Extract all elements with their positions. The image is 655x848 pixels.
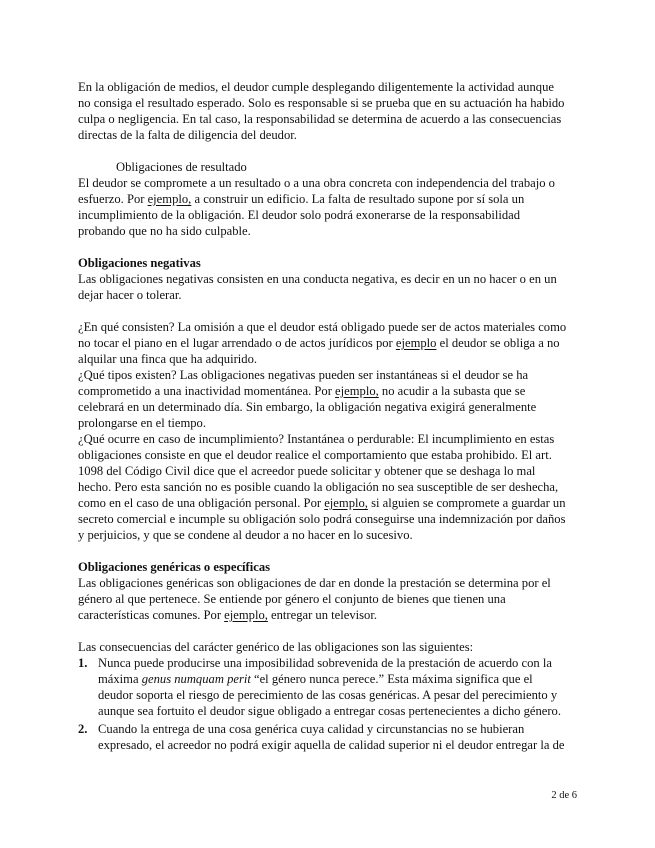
text-line: obligaciones consiste en que el deudor realice el comportamiento que estaba prohibido. El art.: [78, 448, 552, 462]
text-line: prolongarse en el tiempo.: [78, 416, 206, 430]
ejemplo-link[interactable]: ejemplo,: [147, 192, 192, 206]
text-line: hecho. Pero esta sanción no es posible cuando la obligación no sea susceptible de ser deshecha,: [78, 480, 559, 494]
text-line: ¿Qué tipos existen? Las obligaciones negativas pueden ser instantáneas si el deudor se ha: [78, 368, 529, 382]
text-line: 1098 del Código Civil dice que el acreedor puede solicitar y obtener que se deshaga lo mal: [78, 464, 536, 478]
heading-obligaciones-genericas: Obligaciones genéricas o específicas: [78, 560, 271, 574]
list-number: 2.: [78, 722, 88, 736]
text-line: esfuerzo. Por ejemplo, a construir un edificio. La falta de resultado supone por sí sola un: [78, 192, 525, 206]
text-line: El deudor se compromete a un resultado o a una obra concreta con independencia del trabajo o: [78, 176, 555, 190]
list-item-line: aunque sea fortuito el deudor sigue obligado a entregar cosas pertenecientes a dicho género.: [98, 704, 561, 718]
list-item-line: deudor soporta el riesgo de perecimiento de las cosas genéricas. A pesar del perecimiento y: [98, 688, 558, 702]
text-line: Las obligaciones negativas consisten en una conducta negativa, es decir en un no hacer o en un: [78, 272, 557, 286]
text-line: incumplimiento de la obligación. El deudor solo podrá exonerarse de la responsabilidad: [78, 208, 521, 222]
text-line: probando que no ha sido culpable.: [78, 224, 251, 238]
text-line: culpa o negligencia. En tal caso, la responsabilidad se determina de acuerdo a las consecuencias: [78, 112, 562, 126]
text-line: Las consecuencias del carácter genérico de las obligaciones son las siguientes:: [78, 640, 474, 654]
text-line: celebrará en un determinado día. Sin embargo, la obligación negativa exigirá generalmente: [78, 400, 537, 414]
text-line: no consiga el resultado esperado. Solo es responsable si se prueba que en su actuación ha habido: [78, 96, 565, 110]
list-item-line: expresado, el acreedor no podrá exigir aquella de calidad superior ni el deudor entregar la de: [98, 738, 565, 752]
text-line: directas de la falta de diligencia del deudor.: [78, 128, 297, 142]
list-item-line: Cuando la entrega de una cosa genérica cuya calidad y circunstancias no se hubieran: [98, 722, 525, 736]
list-number: 1.: [78, 656, 88, 670]
text-line: alquilar una finca que ha adquirido.: [78, 352, 258, 366]
ejemplo-link[interactable]: ejemplo: [395, 336, 437, 350]
text-line: características comunes. Por ejemplo, entregar un televisor.: [78, 608, 377, 622]
text-line: En la obligación de medios, el deudor cumple desplegando diligentemente la actividad aunque: [78, 80, 554, 94]
ejemplo-link[interactable]: ejemplo,: [324, 496, 368, 510]
latin-maxim: genus numquam perit: [141, 672, 251, 686]
text-line: como en el caso de una obligación personal. Por ejemplo, si alguien se compromete a guardar un: [78, 496, 566, 510]
text-line: ¿Qué ocurre en caso de incumplimiento? Instantánea o perdurable: El incumplimiento en estas: [78, 432, 555, 446]
text-line: género al que pertenece. Se entiende por género el conjunto de bienes que tienen una: [78, 592, 506, 606]
text-line: Las obligaciones genéricas son obligaciones de dar en donde la prestación se determina por el: [78, 576, 551, 590]
text-line: secreto comercial e incumple su obligación solo podrá conseguirse una indemnización por daños: [78, 512, 566, 526]
page-number: 2 de 6: [551, 790, 577, 801]
text-line: ¿En qué consisten? La omisión a que el deudor está obligado puede ser de actos materiales como: [78, 320, 567, 334]
text-line: y perjuicios, y que se condene al deudor a no hacer en lo sucesivo.: [78, 528, 413, 542]
list-item-line: máxima genus numquam perit “el género nunca perece.” Esta máxima significa que el: [98, 672, 533, 686]
list-item-line: Nunca puede producirse una imposibilidad sobrevenida de la prestación de acuerdo con la: [98, 656, 552, 670]
text-line: dejar hacer o tolerar.: [78, 288, 182, 302]
subheading-obligaciones-resultado: Obligaciones de resultado: [116, 160, 247, 174]
text-line: comprometido a una inactividad momentánea. Por ejemplo, no acudir a la subasta que se: [78, 384, 526, 398]
ejemplo-link[interactable]: ejemplo,: [224, 608, 268, 622]
ejemplo-link[interactable]: ejemplo,: [335, 384, 379, 398]
heading-obligaciones-negativas: Obligaciones negativas: [78, 256, 201, 270]
text-line: no tocar el piano en el lugar arrendado o de actos jurídicos por ejemplo el deudor se obliga a no: [78, 336, 560, 350]
